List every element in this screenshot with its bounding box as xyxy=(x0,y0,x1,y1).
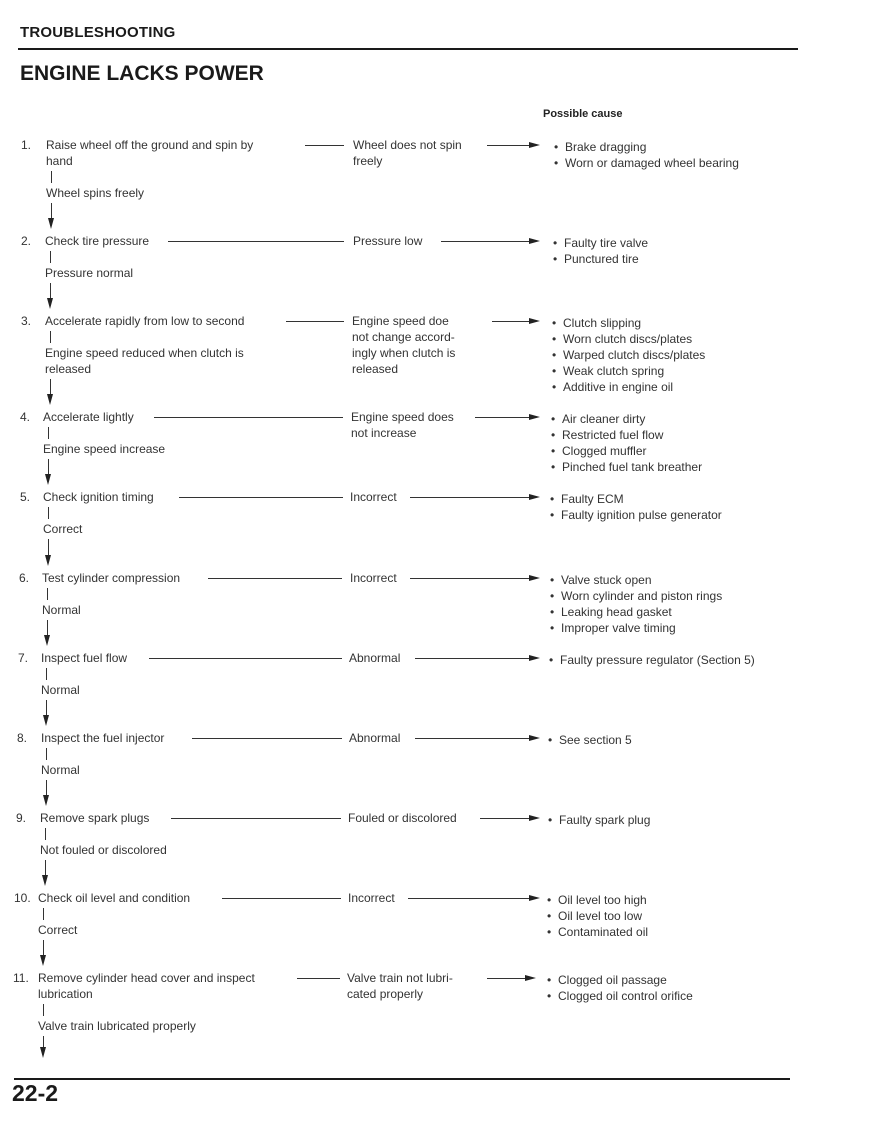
connector-line xyxy=(46,780,47,795)
bottom-rule xyxy=(14,1078,790,1080)
arrow-down-icon xyxy=(45,555,51,566)
arrow-down-icon xyxy=(48,218,54,229)
cause-item: • Brake dragging xyxy=(565,139,646,155)
cause-item: • Worn or damaged wheel bearing xyxy=(565,155,739,171)
connector-line xyxy=(46,748,47,760)
connector-line xyxy=(168,241,344,242)
connector-line xyxy=(154,417,343,418)
check-text: Test cylinder compression xyxy=(42,571,181,585)
connector-line xyxy=(48,507,49,519)
connector-line xyxy=(415,738,529,739)
step-number: 8. xyxy=(17,731,28,745)
connector-line xyxy=(492,321,529,322)
connector-line xyxy=(297,978,340,979)
result-text: Fouled or discolored xyxy=(348,811,457,825)
connector-line xyxy=(43,908,44,920)
step-number: 3. xyxy=(21,314,32,328)
result-text: Incorrect xyxy=(350,490,397,504)
connector-line xyxy=(410,578,529,579)
cause-item: • Warped clutch discs/plates xyxy=(563,347,705,363)
cause-item: • Faulty ignition pulse generator xyxy=(561,507,722,523)
arrow-right-icon xyxy=(529,735,540,741)
cause-item: • Restricted fuel flow xyxy=(562,427,663,443)
connector-line xyxy=(179,497,343,498)
connector-line xyxy=(51,171,52,183)
step-number: 2. xyxy=(21,234,32,248)
ok-text: Normal xyxy=(42,603,81,617)
step-number: 9. xyxy=(16,811,27,825)
arrow-right-icon xyxy=(529,238,540,244)
connector-line xyxy=(43,1036,44,1047)
step-number: 1. xyxy=(21,138,32,152)
result-text: freely xyxy=(353,154,383,168)
connector-line xyxy=(171,818,341,819)
arrow-down-icon xyxy=(43,715,49,726)
connector-line xyxy=(47,620,48,635)
arrow-right-icon xyxy=(529,318,540,324)
result-text: ingly when clutch is xyxy=(352,346,456,360)
check-text: lubrication xyxy=(38,987,93,1001)
check-text: Remove spark plugs xyxy=(40,811,150,825)
cause-item: • Worn clutch discs/plates xyxy=(563,331,692,347)
result-text: Incorrect xyxy=(350,571,397,585)
connector-line xyxy=(305,145,344,146)
ok-text: Not fouled or discolored xyxy=(40,843,167,857)
connector-line xyxy=(47,588,48,600)
ok-text: Normal xyxy=(41,763,80,777)
cause-item: • Clogged oil control orifice xyxy=(558,988,693,1004)
check-text: Raise wheel off the ground and spin by xyxy=(46,138,254,152)
arrow-down-icon xyxy=(44,635,50,646)
ok-text: released xyxy=(45,362,92,376)
connector-line xyxy=(50,331,51,343)
result-text: Wheel does not spin xyxy=(353,138,462,152)
cause-item: • Oil level too high xyxy=(558,892,647,908)
cause-item: • Clutch slipping xyxy=(563,315,641,331)
arrow-down-icon xyxy=(43,795,49,806)
ok-text: Wheel spins freely xyxy=(46,186,145,200)
cause-item: • Faulty tire valve xyxy=(564,235,648,251)
connector-line xyxy=(441,241,529,242)
step-number: 10. xyxy=(14,891,31,905)
arrow-down-icon xyxy=(47,394,53,405)
result-text: Engine speed doe xyxy=(352,314,449,328)
cause-item: • Contaminated oil xyxy=(558,924,648,940)
result-text: released xyxy=(352,362,399,376)
cause-item: • Clogged oil passage xyxy=(558,972,667,988)
connector-line xyxy=(487,978,525,979)
arrow-right-icon xyxy=(529,575,540,581)
step-number: 6. xyxy=(19,571,30,585)
connector-line xyxy=(45,828,46,840)
arrow-right-icon xyxy=(529,494,540,500)
ok-text: Correct xyxy=(43,522,83,536)
connector-line xyxy=(43,1004,44,1016)
cause-item: • Oil level too low xyxy=(558,908,642,924)
connector-line xyxy=(149,658,342,659)
check-text: Inspect fuel flow xyxy=(41,651,128,665)
connector-line xyxy=(408,898,529,899)
connector-line xyxy=(50,251,51,263)
result-text: not increase xyxy=(351,426,417,440)
connector-line xyxy=(487,145,529,146)
connector-line xyxy=(415,658,529,659)
possible-cause-header: Possible cause xyxy=(543,108,623,120)
page-number: 22-2 xyxy=(12,1080,59,1106)
check-text: Check tire pressure xyxy=(45,234,150,248)
connector-line xyxy=(48,459,49,474)
cause-item: • Worn cylinder and piston rings xyxy=(561,588,722,604)
result-text: Incorrect xyxy=(348,891,395,905)
cause-item: • Pinched fuel tank breather xyxy=(562,459,702,475)
result-text: Pressure low xyxy=(353,234,423,248)
arrow-right-icon xyxy=(529,895,540,901)
section-header: TROUBLESHOOTING xyxy=(20,24,176,41)
check-text: Accelerate lightly xyxy=(43,410,134,424)
page-title: ENGINE LACKS POWER xyxy=(20,62,264,85)
cause-item: • Faulty spark plug xyxy=(559,812,650,828)
connector-line xyxy=(48,539,49,555)
cause-item: • See section 5 xyxy=(559,732,632,748)
connector-line xyxy=(45,860,46,875)
step-number: 5. xyxy=(20,490,31,504)
check-text: hand xyxy=(46,154,73,168)
result-text: Valve train not lubri- xyxy=(347,971,453,985)
step-number: 4. xyxy=(20,410,31,424)
check-text: Inspect the fuel injector xyxy=(41,731,165,745)
ok-text: Engine speed increase xyxy=(43,442,166,456)
arrow-right-icon xyxy=(525,975,536,981)
connector-line xyxy=(208,578,342,579)
step-number: 7. xyxy=(18,651,29,665)
connector-line xyxy=(50,379,51,394)
connector-line xyxy=(192,738,342,739)
result-text: Abnormal xyxy=(349,651,401,665)
cause-item: • Faulty pressure regulator (Section 5) xyxy=(560,652,755,668)
ok-text: Engine speed reduced when clutch is xyxy=(45,346,244,360)
connector-line xyxy=(410,497,529,498)
connector-line xyxy=(46,668,47,680)
cause-item: • Faulty ECM xyxy=(561,491,624,507)
top-rule xyxy=(18,48,798,50)
connector-line xyxy=(51,203,52,218)
arrow-down-icon xyxy=(42,875,48,886)
check-text: Accelerate rapidly from low to second xyxy=(45,314,245,328)
arrow-right-icon xyxy=(529,414,540,420)
result-text: Engine speed does xyxy=(351,410,454,424)
arrow-down-icon xyxy=(40,955,46,966)
cause-item: • Valve stuck open xyxy=(561,572,652,588)
ok-text: Normal xyxy=(41,683,80,697)
check-text: Check ignition timing xyxy=(43,490,154,504)
connector-line xyxy=(48,427,49,439)
connector-line xyxy=(480,818,529,819)
ok-text: Correct xyxy=(38,923,78,937)
arrow-right-icon xyxy=(529,655,540,661)
cause-item: • Improper valve timing xyxy=(561,620,676,636)
cause-item: • Punctured tire xyxy=(564,251,639,267)
result-text: not change accord- xyxy=(352,330,455,344)
ok-text: Valve train lubricated properly xyxy=(38,1019,196,1033)
arrow-down-icon xyxy=(47,298,53,309)
cause-item: • Clogged muffler xyxy=(562,443,647,459)
result-text: Abnormal xyxy=(349,731,401,745)
result-text: cated properly xyxy=(347,987,424,1001)
ok-text: Pressure normal xyxy=(45,266,134,280)
check-text: Remove cylinder head cover and inspect xyxy=(38,971,255,985)
connector-line xyxy=(46,700,47,715)
connector-line xyxy=(475,417,529,418)
check-text: Check oil level and condition xyxy=(38,891,191,905)
arrow-right-icon xyxy=(529,815,540,821)
connector-line xyxy=(50,283,51,298)
connector-line xyxy=(286,321,344,322)
connector-line xyxy=(43,940,44,955)
cause-item: • Leaking head gasket xyxy=(561,604,672,620)
arrow-down-icon xyxy=(40,1047,46,1058)
cause-item: • Additive in engine oil xyxy=(563,379,673,395)
arrow-right-icon xyxy=(529,142,540,148)
cause-item: • Weak clutch spring xyxy=(563,363,664,379)
arrow-down-icon xyxy=(45,474,51,485)
step-number: 11. xyxy=(13,971,29,985)
connector-line xyxy=(222,898,341,899)
cause-item: • Air cleaner dirty xyxy=(562,411,645,427)
